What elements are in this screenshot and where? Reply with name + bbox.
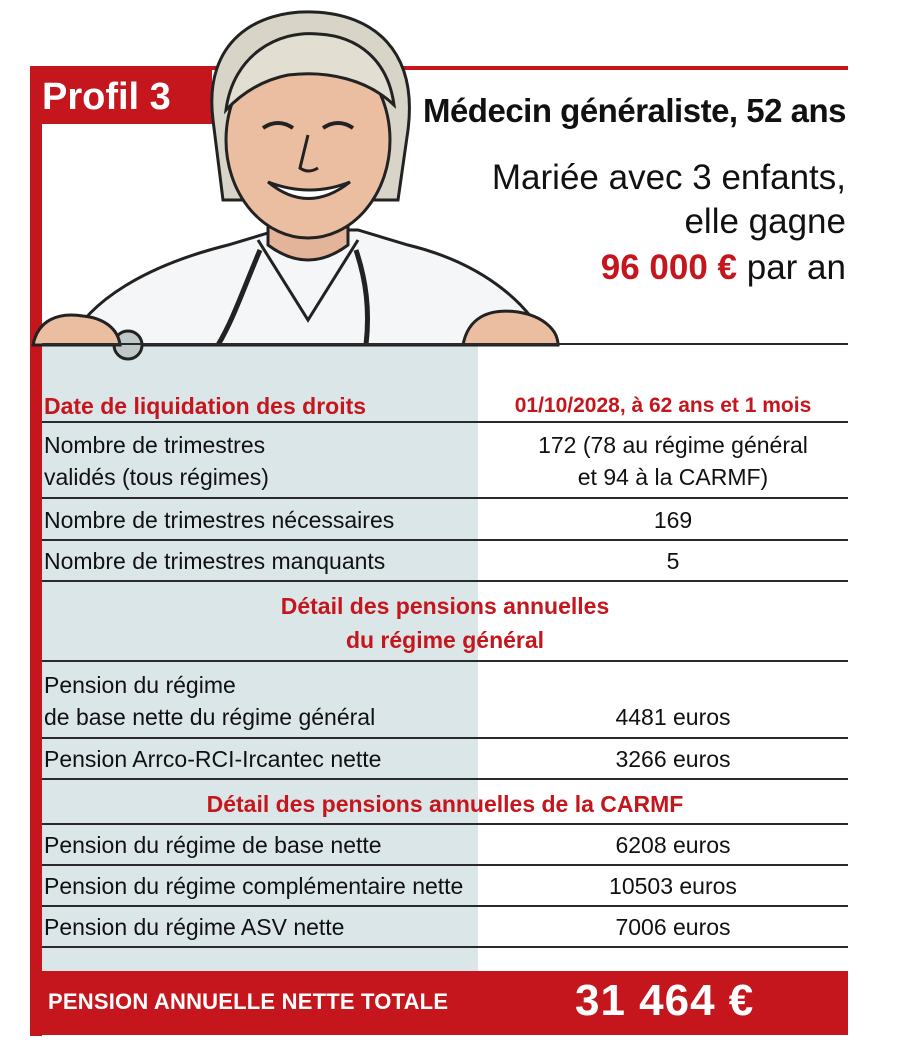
table-divider	[42, 580, 848, 582]
total-bar	[30, 971, 848, 1035]
trimestres-valides-value-1: 172 (78 au régime général	[538, 432, 808, 458]
section-general-title-1: Détail des pensions annuelles	[280, 593, 610, 619]
profession-title: Médecin généraliste, 52 ans	[422, 92, 846, 129]
trimestres-manquants-value: 5	[666, 548, 680, 574]
table-divider	[42, 497, 848, 499]
table-divider	[42, 905, 848, 907]
table-divider	[42, 539, 848, 541]
pension-base-general-label-1: Pension du régime	[44, 672, 236, 698]
pension-base-carmf-value: 6208 euros	[615, 832, 731, 858]
table-divider	[42, 737, 848, 739]
pension-complementaire-value: 10503 euros	[609, 873, 737, 899]
pension-base-general-value: 4481 euros	[615, 704, 731, 730]
liquidation-label: Date de liquidation des droits	[44, 393, 367, 419]
pension-asv-label: Pension du régime ASV nette	[44, 914, 345, 940]
income-suffix: par an	[746, 248, 846, 287]
trimestres-necessaires-label: Nombre de trimestres nécessaires	[44, 507, 395, 533]
pension-complementaire-label: Pension du régime complémentaire nette	[44, 873, 464, 899]
section-general-title-2: du régime général	[345, 627, 545, 653]
pension-arrco-label: Pension Arrco-RCI-Ircantec nette	[44, 746, 382, 772]
trimestres-valides-value-2: et 94 à la CARMF)	[577, 464, 769, 490]
trimestres-valides-label-1: Nombre de trimestres	[44, 432, 266, 458]
trimestres-valides-label-2: validés (tous régimes)	[44, 464, 269, 490]
pension-asv-value: 7006 euros	[615, 914, 731, 940]
table-divider	[42, 778, 848, 780]
table-divider	[42, 823, 848, 825]
trimestres-manquants-label: Nombre de trimestres manquants	[44, 548, 386, 574]
table-divider	[42, 660, 848, 662]
trimestres-necessaires-value: 169	[653, 507, 693, 533]
liquidation-value: 01/10/2028, à 62 ans et 1 mois	[514, 394, 812, 417]
table-divider	[42, 946, 848, 948]
table-top-line	[42, 343, 848, 345]
income-amount: 96 000 €	[600, 248, 738, 287]
total-value: 31 464 €	[575, 976, 755, 1025]
income-line	[601, 246, 846, 290]
table-divider	[42, 864, 848, 866]
pension-arrco-value: 3266 euros	[615, 746, 731, 772]
profil-badge: Profil 3	[30, 70, 212, 124]
table-divider	[42, 421, 848, 423]
family-status: Mariée avec 3 enfants,	[491, 158, 846, 197]
section-carmf-title: Détail des pensions annuelles de la CARMF	[206, 791, 684, 817]
pension-base-general-label-2: de base nette du régime général	[44, 704, 376, 730]
earns-text: elle gagne	[684, 202, 846, 241]
total-label: PENSION ANNUELLE NETTE TOTALE	[48, 989, 449, 1014]
pension-base-carmf-label: Pension du régime de base nette	[44, 832, 382, 858]
